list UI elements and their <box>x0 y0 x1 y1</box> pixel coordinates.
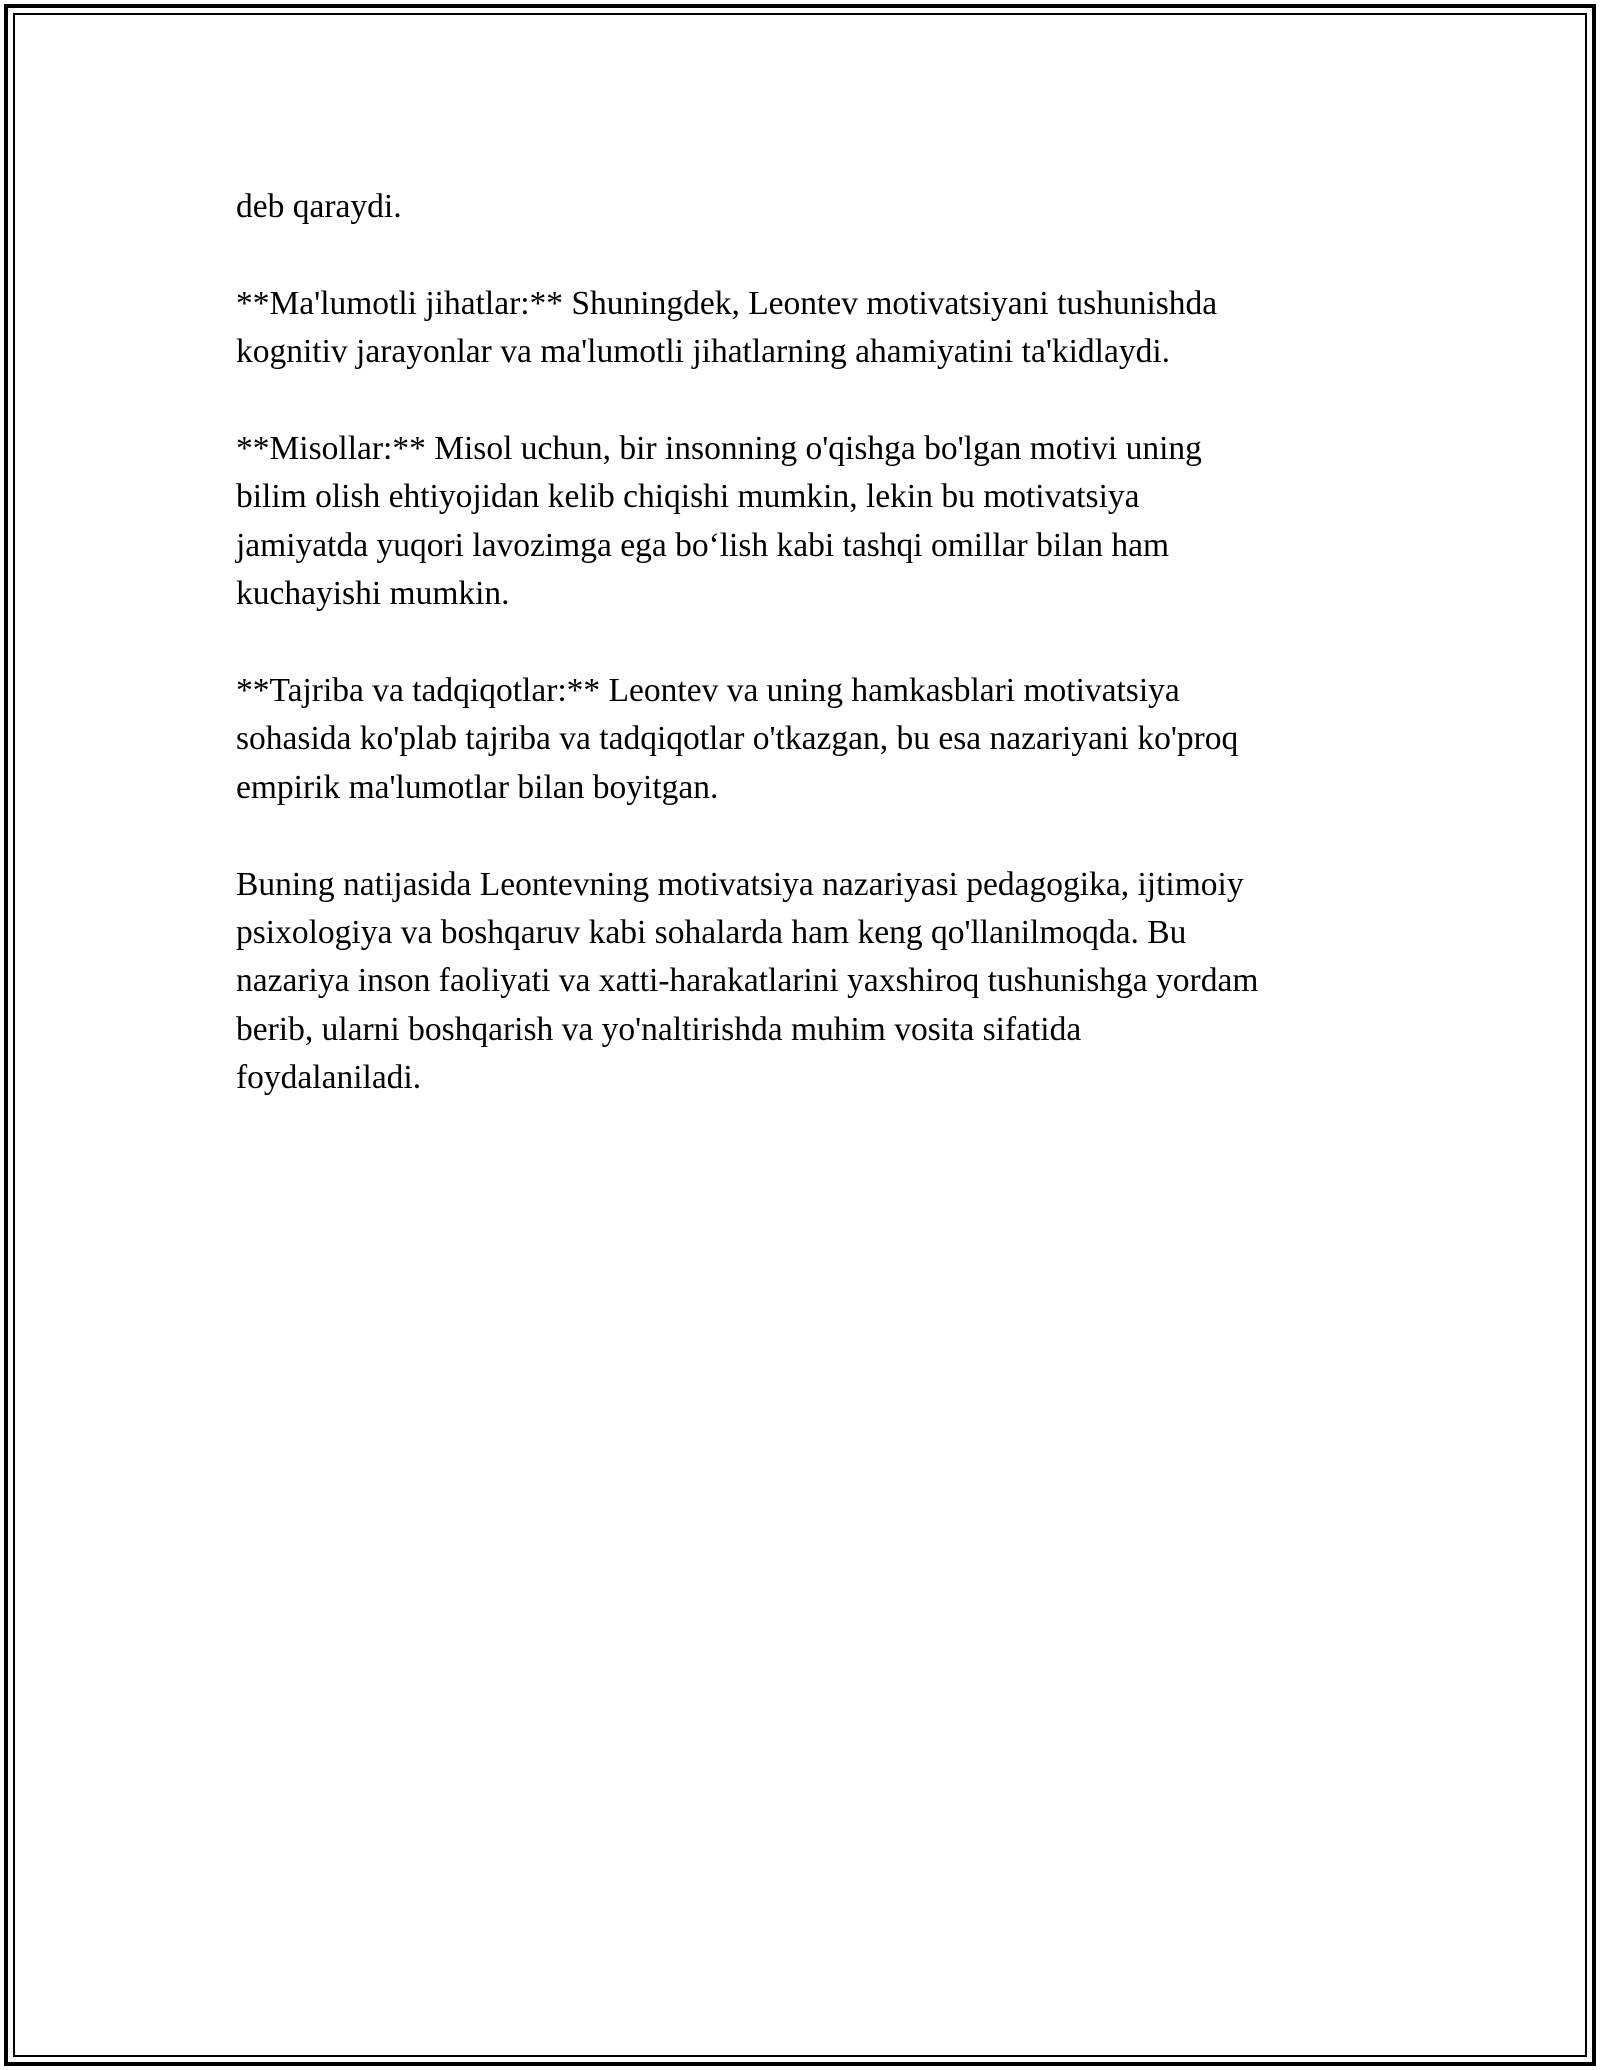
paragraph-conclusion: Buning natijasida Leontevning motivatsiya nazariyasi pedagogika, ijtimoiy psixologiya va boshqaruv kabi sohalarda ham keng qo'llanilmoqda. Bu nazariya inson faoliyati va xatti-harakatlarini yaxshiroq tushunishga yordam berib, ularni boshqarish va yo'naltirishda muhim vosita sifatida foydalaniladi. <box>236 865 1259 1097</box>
document-body <box>236 183 1366 1151</box>
paragraph-continuation: deb qaraydi. <box>236 188 402 225</box>
paragraph-malumotli-jihatlar: **Ma'lumotli jihatlar:** Shuningdek, Leontev motivatsiyani tushunishda kognitiv jarayonlar va ma'lumotli jihatlarning ahamiyatini ta'kidlaydi. <box>236 284 1218 371</box>
paragraph-misollar: **Misollar:** Misol uchun, bir insonning o'qishga bo'lgan motivi uning bilim olish ehtiyojidan kelib chiqishi mumkin, lekin bu motivatsiya jamiyatda yuqori lavozimga ega bo‘lish kabi tashqi omillar bilan ham kuchayishi mumkin. <box>236 430 1202 613</box>
paragraph-tajriba-va-tadqiqotlar: **Tajriba va tadqiqotlar:** Leontev va uning hamkasblari motivatsiya sohasida ko'plab tajriba va tadqiqotlar o'tkazgan, bu esa nazariyani ko'proq empirik ma'lumotlar bilan boyitgan. <box>236 672 1239 806</box>
